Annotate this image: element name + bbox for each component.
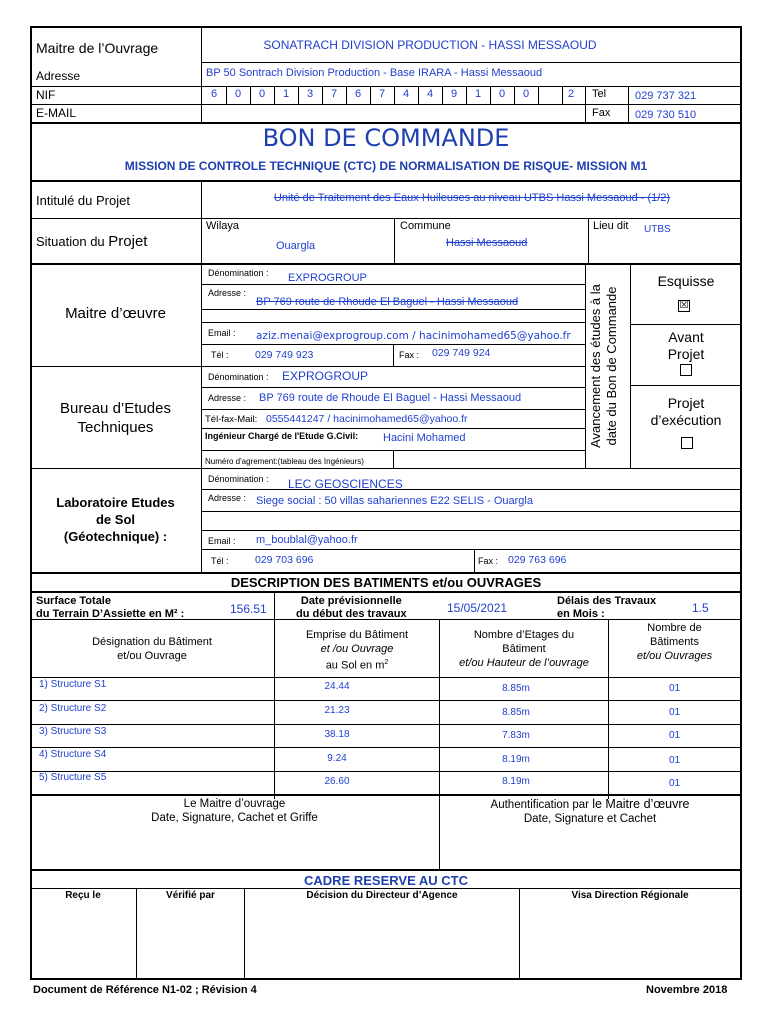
col-emprise-header	[275, 628, 439, 673]
nif-digit: 7	[378, 88, 386, 100]
header-line: et/ou Ouvrage	[117, 650, 187, 662]
row-designation: 4) Structure S4	[39, 749, 107, 760]
row-designation: 3) Structure S3	[39, 726, 107, 737]
ctc-verifie-par: Vérifié par	[166, 890, 215, 901]
avant-projet-label	[630, 329, 742, 363]
row-hauteur: 7.83m	[502, 730, 530, 741]
header-line: Nombre d’Etages du	[473, 629, 575, 641]
col-nombre-header	[609, 621, 740, 663]
row-nombre: 01	[668, 707, 681, 718]
lab-fax-label: Fax :	[478, 556, 499, 566]
progress-vertical-label	[588, 263, 628, 469]
footer-reference: Document de Référence N1-02 ; Révision 4	[33, 984, 257, 996]
avant-label-1: Avant	[668, 329, 704, 345]
header-line: Emprise du Bâtiment	[305, 629, 409, 641]
commune-label: Commune	[400, 220, 451, 232]
nif-digit: 4	[402, 88, 410, 100]
fax-label: Fax	[592, 107, 611, 119]
owner-tel[interactable]: 029 737 321	[635, 90, 697, 102]
bet-label-1: Bureau d’Etudes	[60, 400, 171, 417]
row-hauteur: 8.85m	[502, 707, 530, 718]
header-line: et/ou Hauteur de l’ouvrage	[459, 657, 589, 669]
row-hauteur: 8.19m	[502, 776, 530, 787]
project-title-label: Intitulé du Projet	[36, 193, 130, 208]
nif-digit: 2	[567, 88, 575, 100]
header-line: et/ou Ouvrages	[636, 650, 713, 662]
project-title[interactable]: Unité de Traitement des Eaux Huileuses au niveau UTBS Hassi Messaoud - (1/2)	[273, 192, 671, 204]
header-text: au Sol en m	[325, 659, 385, 672]
nif-digit: 0	[258, 88, 266, 100]
moe-email-label: Email :	[208, 328, 236, 338]
surface-label-2: du Terrain D’Assiette en M² :	[36, 608, 185, 620]
nif-digit: 1	[474, 88, 482, 100]
nif-label: NIF	[36, 88, 56, 102]
lab-tel[interactable]: 029 703 696	[255, 554, 314, 566]
situation-label-b: Projet	[108, 233, 148, 250]
header-line: Nombre de	[647, 622, 702, 634]
header-line: Bâtiments	[650, 636, 699, 648]
bet-agrement-label: Numéro d'agrement:(tableau des Ingénieurs)	[205, 457, 364, 466]
surface-value[interactable]: 156.51	[230, 602, 267, 616]
moe-tel-label: Tél :	[211, 350, 229, 360]
row-hauteur: 8.19m	[502, 754, 530, 765]
row-hauteur: 8.85m	[502, 683, 530, 694]
surface-label	[36, 595, 184, 621]
bet-engineer[interactable]: Hacini Mohamed	[383, 432, 466, 444]
lab-email[interactable]: m_boublal@yahoo.fr	[256, 534, 358, 546]
header-line: Désignation du Bâtiment	[92, 636, 212, 648]
row-designation: 1) Structure S1	[39, 679, 107, 690]
row-emprise: 38.18	[324, 729, 350, 740]
avant-label-2: Projet	[667, 346, 705, 362]
header-line	[275, 656, 439, 673]
footer-date: Novembre 2018	[646, 984, 728, 996]
date-label-1: Date prévisionnelle	[300, 595, 402, 607]
moe-addr-label: Adresse :	[208, 288, 247, 298]
nif-digit: 4	[426, 88, 434, 100]
projet-execution-label	[630, 395, 742, 429]
moe-tel[interactable]: 029 749 923	[255, 349, 314, 361]
lab-denom[interactable]: LEC GEOSCIENCES	[288, 477, 403, 491]
bet-addr-label: Adresse :	[208, 393, 247, 403]
moe-denom-label: Dénomination :	[208, 268, 269, 278]
projet-execution-checkbox[interactable]	[681, 437, 693, 449]
exec-label-1: Projet	[667, 395, 705, 411]
lieu-label: Lieu dit	[593, 220, 629, 232]
owner-signature-title: Le Maitre d’ouvrage	[183, 798, 286, 810]
row-emprise: 26.60	[324, 776, 350, 787]
nif-digit: 3	[306, 88, 314, 100]
situation-label-a: Situation du	[36, 234, 109, 249]
email-label: E-MAIL	[36, 106, 77, 120]
row-nombre: 01	[668, 778, 681, 789]
moe-signature-role: le Maitre d’œuvre	[592, 797, 690, 811]
lab-label	[30, 494, 201, 545]
progress-vertical-1: Avancement des études à la	[588, 284, 603, 448]
page-title: BON DE COMMANDE	[262, 124, 510, 152]
nif-digit: 1	[282, 88, 290, 100]
tel-label: Tel	[592, 88, 607, 100]
nif-digit: 9	[450, 88, 458, 100]
row-nombre: 01	[668, 755, 681, 766]
bet-label-2: Techniques	[77, 419, 154, 436]
row-nombre: 01	[668, 730, 681, 741]
row-designation: 5) Structure S5	[39, 772, 107, 783]
row-emprise: 24.44	[324, 681, 350, 692]
moe-signature-box[interactable]	[440, 797, 740, 826]
nif-digit: 6	[210, 88, 218, 100]
moe-email[interactable]: aziz.menai@exprogroup.com / hacinimohamed65@yahoo.fr	[256, 330, 571, 342]
moe-signature-title	[440, 797, 740, 812]
esquisse-label: Esquisse	[657, 273, 715, 289]
description-title: DESCRIPTION DES BATIMENTS et/ou OUVRAGES	[230, 575, 542, 590]
delai-label-2: en Mois :	[557, 608, 605, 620]
moe-signature-prefix: Authentification par	[490, 799, 593, 811]
lab-addr-label: Adresse :	[208, 493, 247, 503]
bet-telfax[interactable]: 0555441247 / hacinimohamed65@yahoo.fr	[266, 413, 468, 425]
nif-digit: 0	[234, 88, 242, 100]
lab-label-1: Laboratoire Etudes	[56, 495, 175, 510]
owner-fax[interactable]: 029 730 510	[635, 109, 697, 121]
owner-name[interactable]: SONATRACH DIVISION PRODUCTION - HASSI MESSAOUD	[263, 38, 597, 52]
row-designation: 2) Structure S2	[39, 703, 107, 714]
lab-label-3: (Géotechnique) :	[63, 529, 168, 544]
ctc-recu-le: Reçu le	[65, 890, 101, 901]
row-emprise: 9.24	[327, 753, 347, 764]
exec-label-2: d’exécution	[650, 412, 722, 428]
bet-label	[30, 399, 201, 437]
moe-label: Maitre d’œuvre	[65, 305, 166, 322]
esquisse-checkbox[interactable]	[678, 300, 690, 312]
date-label-2: du début des travaux	[296, 608, 407, 620]
bet-denom-label: Dénomination :	[208, 372, 269, 382]
wilaya-label: Wilaya	[206, 220, 240, 232]
nif-digit: 6	[354, 88, 362, 100]
address-label: Adresse	[36, 69, 81, 83]
surface-label-1: Surface Totale	[36, 595, 111, 607]
delai-value[interactable]: 1.5	[692, 601, 709, 615]
avant-projet-checkbox[interactable]	[680, 364, 692, 376]
situation-label	[36, 233, 147, 250]
row-nombre: 01	[668, 683, 681, 694]
nif-digit: 0	[498, 88, 506, 100]
bet-telfax-label: Tél-fax-Mail:	[205, 414, 258, 425]
bet-denom[interactable]: EXPROGROUP	[282, 369, 369, 383]
ctc-decision: Décision du Directeur d’Agence	[306, 890, 458, 901]
date-label	[296, 595, 407, 621]
owner-label: Maitre de l’Ouvrage	[36, 40, 159, 56]
lab-denom-label: Dénomination :	[208, 474, 269, 484]
lab-fax[interactable]: 029 763 696	[508, 554, 567, 566]
commune-value[interactable]: Hassi Messaoud	[446, 237, 528, 249]
col-designation-header	[30, 635, 274, 663]
moe-denom[interactable]: EXPROGROUP	[288, 272, 367, 284]
progress-vertical-2: date du Bon de Commande	[604, 286, 619, 446]
delai-label-1: Délais des Travaux	[557, 595, 657, 607]
col-etages-header	[440, 628, 608, 670]
ctc-visa: Visa Direction Régionale	[571, 890, 689, 901]
header-line: Bâtiment	[502, 643, 546, 655]
owner-address[interactable]: BP 50 Sontrach Division Production - Base IRARA - Hassi Messaoud	[206, 67, 543, 79]
row-emprise: 21.23	[324, 705, 350, 716]
nif-digit: 7	[330, 88, 338, 100]
ctc-title: CADRE RESERVE AU CTC	[304, 873, 468, 888]
owner-signature-box[interactable]	[30, 797, 439, 825]
lieu-value[interactable]: UTBS	[644, 224, 671, 235]
moe-fax[interactable]: 029 749 924	[432, 347, 491, 359]
moe-addr[interactable]: BP 769 route de Rhoude El Baguel - Hassi Messaoud	[256, 296, 519, 308]
owner-signature-caption: Date, Signature, Cachet et Griffe	[151, 812, 318, 824]
page-subtitle: MISSION DE CONTROLE TECHNIQUE (CTC) DE NORMALISATION DE RISQUE- MISSION M1	[124, 159, 648, 173]
lab-addr[interactable]: Siege social : 50 villas sahariennes E22 SELIS - Ouargla	[256, 495, 533, 507]
nif-digit: 0	[522, 88, 530, 100]
moe-signature-caption: Date, Signature et Cachet	[523, 813, 657, 825]
moe-fax-label: Fax :	[399, 350, 420, 360]
wilaya-value[interactable]: Ouargla	[276, 240, 316, 252]
lab-label-2: de Sol	[95, 512, 135, 527]
date-value[interactable]: 15/05/2021	[447, 601, 508, 615]
bet-engineer-label: Ingénieur Chargé de l'Etude G.Civil:	[205, 431, 359, 441]
lab-tel-label: Tél :	[211, 556, 229, 566]
lab-email-label: Email :	[208, 536, 236, 546]
delai-label	[557, 595, 656, 621]
header-line: et /ou Ouvrage	[320, 643, 394, 655]
bet-addr[interactable]: BP 769 route de Rhoude El Baguel - Hassi Messaoud	[259, 392, 522, 404]
checkbox-checked-icon: ☒	[679, 300, 689, 311]
header-sup: 2	[384, 659, 389, 666]
